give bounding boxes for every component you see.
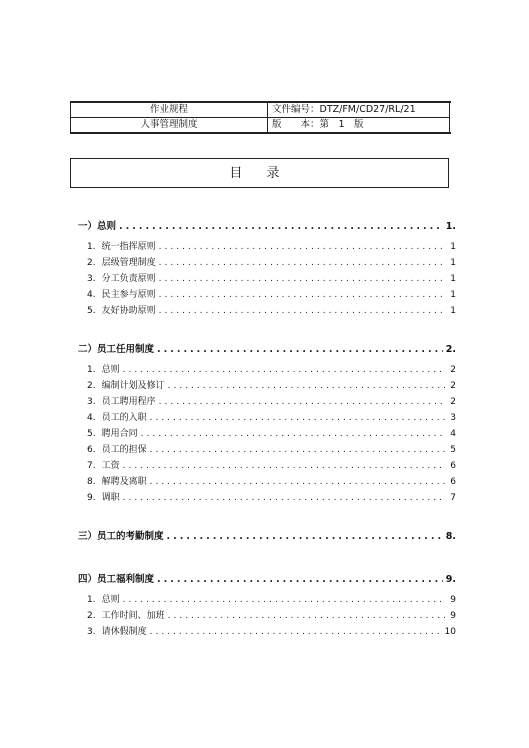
toc-page-number: 4 [450,429,456,439]
procedure-type-cell: 作业规程 [71,103,268,118]
toc-page-number: 6 [450,461,456,471]
dot-leader [123,365,445,375]
toc-item-number: 4. [87,413,96,423]
toc-item-label: 请休假制度 [101,627,147,637]
toc-item-number: 9. [87,493,96,503]
toc-item[interactable] [87,608,456,621]
toc-page-number: 2 [450,397,456,407]
toc-page-number: 9. [445,574,456,585]
dot-leader [159,274,445,284]
toc-item-label: 工作时间、加班 [101,611,165,621]
dot-leader [168,611,445,621]
toc-item-label: 聘用合同 [101,429,138,439]
toc-section-label: 一）总则 [78,221,117,232]
toc-item[interactable] [87,624,456,637]
toc-section-label: 三）员工的考勤制度 [78,531,164,542]
toc-page-number: 1 [450,242,456,252]
toc-item[interactable] [87,362,456,375]
toc-item[interactable] [87,271,456,284]
toc-item[interactable] [87,474,456,487]
toc-item-label: 员工的担保 [101,445,147,455]
toc-item-label: 编制计划及修订 [101,381,165,391]
toc-section[interactable] [78,341,456,355]
toc-item-number: 1. [87,595,96,605]
toc-page-number: 5 [450,445,456,455]
toc-item-number: 3. [87,397,96,407]
toc-item-number: 5. [87,429,96,439]
toc-page-number: 1 [450,290,456,300]
toc-item[interactable] [87,442,456,455]
toc-item-label: 员工的入职 [101,413,147,423]
dot-leader [123,461,445,471]
toc-item-number: 2. [87,258,96,268]
toc-page-number: 2 [450,365,456,375]
toc-section[interactable] [78,528,456,542]
toc-item[interactable] [87,287,456,300]
dot-leader [167,531,443,542]
dot-leader [159,242,445,252]
toc-item-label: 员工聘用程序 [101,397,156,407]
toc-item[interactable] [87,410,456,423]
toc-item[interactable] [87,394,456,407]
toc-page-number: 2 [450,381,456,391]
dot-leader [123,595,445,605]
toc-page-number: 1. [445,221,456,232]
toc-item-label: 分工负责原则 [101,274,156,284]
toc-item-label: 统一指挥原则 [101,242,156,252]
toc-item[interactable] [87,458,456,471]
toc-page-number: 3 [450,413,456,423]
dot-leader [168,381,445,391]
toc-section-label: 四）员工福利制度 [78,574,155,585]
toc-item-label: 总则 [101,595,120,605]
toc-item-number: 1. [87,365,96,375]
toc-item-number: 1. [87,242,96,252]
toc-item-number: 5. [87,306,96,316]
toc-item-number: 3. [87,627,96,637]
dot-leader [150,445,445,455]
toc-item[interactable] [87,378,456,391]
toc-item-label: 民主参与原则 [101,290,156,300]
toc-page-number: 9 [450,595,456,605]
toc-item-label: 友好协助原则 [101,306,156,316]
toc-page-number: 1 [450,258,456,268]
toc-item[interactable] [87,426,456,439]
toc-title: 目 录 [70,158,449,188]
toc-page-number: 7 [450,493,456,503]
toc-item[interactable] [87,303,456,316]
toc-item-number: 2. [87,611,96,621]
dot-leader [150,627,442,637]
toc-item-label: 调职 [101,493,120,503]
toc-section-label: 二）员工任用制度 [78,344,155,355]
toc-page-number: 2. [445,344,456,355]
dot-leader [141,429,445,439]
toc-page-number: 8. [445,531,456,542]
toc-item-number: 7. [87,461,96,471]
dot-leader [159,258,445,268]
toc-item[interactable] [87,255,456,268]
dot-leader [157,344,443,355]
toc-section[interactable] [78,218,456,232]
toc-section[interactable] [78,571,456,585]
dot-leader [123,493,445,503]
toc-item-number: 6. [87,445,96,455]
toc-item[interactable] [87,490,456,503]
dot-leader [119,221,443,232]
toc-item-number: 2. [87,381,96,391]
toc-item-number: 4. [87,290,96,300]
toc-item-number: 3. [87,274,96,284]
toc-item-label: 解聘及离职 [101,477,147,487]
toc-item-number: 8. [87,477,96,487]
dot-leader [159,397,445,407]
version-cell: 版 本：第 1 版 [268,118,450,133]
toc-item-label: 总则 [101,365,120,375]
document-title-cell: 人事管理制度 [71,118,268,133]
dot-leader [159,306,445,316]
toc-page-number: 1 [450,306,456,316]
dot-leader [159,290,445,300]
dot-leader [150,477,445,487]
toc-page-number: 6 [450,477,456,487]
toc-item[interactable] [87,592,456,605]
toc-page-number: 9 [450,611,456,621]
toc-item-label: 工资 [101,461,120,471]
dot-leader [157,574,443,585]
toc-page-number: 10 [444,627,456,637]
document-number-cell: 文件编号：DTZ/FM/CD27/RL/21 [268,103,450,118]
toc-page-number: 1 [450,274,456,284]
toc-item-label: 层级管理制度 [101,258,156,268]
dot-leader [150,413,445,423]
toc-item[interactable] [87,239,456,252]
